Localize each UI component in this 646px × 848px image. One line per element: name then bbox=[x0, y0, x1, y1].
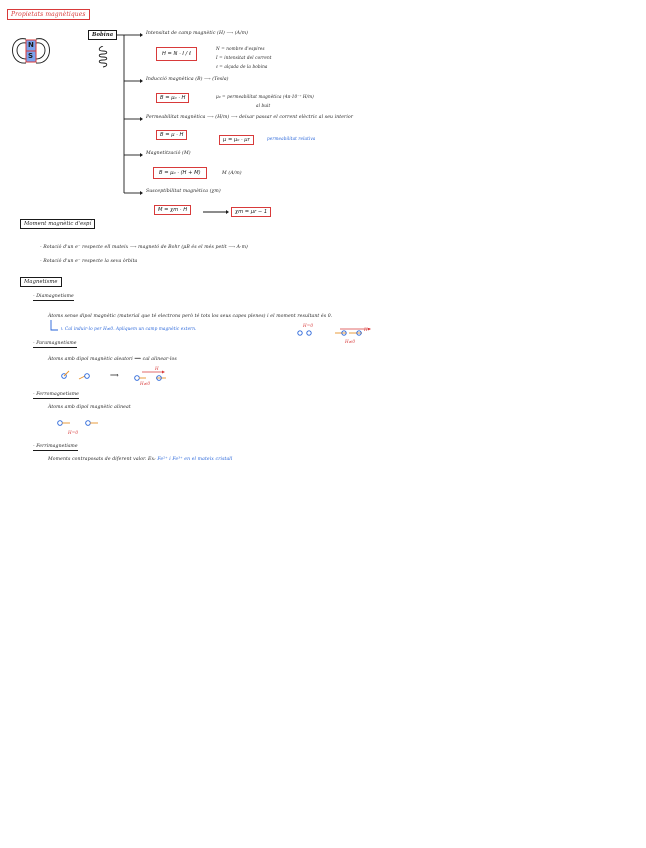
dia-blue-note: ↳ Cal induir-lo per H≠0. Apliquem un camp magnètic extern. bbox=[60, 326, 197, 331]
h-formula: H = N · I / ℓ bbox=[156, 47, 197, 61]
ferro-heading: - Ferromagnetisme bbox=[33, 392, 79, 397]
h-legend-n: N = nombre d'espires bbox=[216, 46, 265, 51]
dia-h0-label: H=0 bbox=[303, 323, 314, 328]
mur-formula: μ = μ₀ · μr bbox=[219, 135, 254, 145]
para-text: Àtoms amb dipol magnètic aleatori ⟹ cal alinear-los bbox=[48, 357, 177, 362]
ferri-example: Fe²⁺ i Fe³⁺ en el mateix cristall bbox=[157, 457, 233, 462]
b-formula: B = μ · H bbox=[156, 130, 187, 140]
bobina-label: Bobina bbox=[88, 30, 117, 40]
dia-h-label: H bbox=[364, 327, 368, 332]
m-units: M (A/m) bbox=[222, 171, 242, 176]
ferro-h0-label: H=0 bbox=[68, 430, 79, 435]
mu0-note-buit: al buit bbox=[256, 103, 271, 108]
intensitat-text: Intensitat de camp magnètic (H) ⟶ (A/m) bbox=[146, 31, 249, 36]
h-legend-l: ℓ = alçada de la bobina bbox=[216, 64, 268, 69]
dia-heading: - Diamagnetisme bbox=[33, 294, 74, 299]
bm-formula: B = μ₀ · (H + M) bbox=[153, 167, 207, 179]
susceptibilitat-text: Susceptibilitat magnètica (χm) bbox=[146, 189, 221, 194]
b0-formula: B = μ₀ · H bbox=[156, 93, 189, 103]
magnet-south-label: S bbox=[28, 52, 34, 60]
para-aligned-dipoles-icon bbox=[132, 370, 174, 382]
mu0-note: μ₀ = permeabilitat magnètica (4π·10⁻⁷ H/m) bbox=[216, 94, 314, 99]
chi-formula: χm = μr − 1 bbox=[231, 207, 271, 217]
para-h-label: H bbox=[155, 366, 159, 371]
m-formula: M = χm · H bbox=[154, 205, 191, 215]
dia-dipoles-icon bbox=[296, 328, 376, 338]
moment-line-1: - Rotació d'un e⁻ respecte ell mateix ⟶ magnetó de Bohr (μB és el més petit ⟶ A·m) bbox=[40, 245, 248, 250]
magnetitzacio-text: Magnetització (M) bbox=[146, 151, 191, 156]
page-title: Propietats magnètiques bbox=[7, 9, 90, 20]
ferri-text bbox=[48, 457, 232, 462]
dia-text: Àtoms sense dipol magnètic (material que té electrons però té tots los seus capes plenes) i el moment resultant és 0. bbox=[48, 314, 333, 319]
moment-heading: Moment magnètic d'espí bbox=[20, 219, 95, 229]
permeabilitat-text: Permeabilitat magnètica ⟶ (H/m) ⟶ deixar passar el corrent elèctric al seu interior bbox=[146, 115, 354, 120]
magnetisme-heading: Magnetisme bbox=[20, 277, 62, 287]
para-heading: - Paramagnetisme bbox=[33, 341, 77, 346]
ferri-heading: - Ferrimagnetisme bbox=[33, 444, 78, 449]
ferro-dipoles-icon bbox=[56, 418, 106, 428]
mur-note: permeabilitat relativa bbox=[267, 136, 316, 141]
dia-hne0-label: H≠0 bbox=[345, 339, 356, 344]
para-implies-arrow: ⟹ bbox=[110, 372, 119, 379]
moment-line-2: - Rotació d'un e⁻ respecte la seva òrbita bbox=[40, 259, 138, 264]
h-legend-i: I = intensitat del corrent bbox=[216, 55, 272, 60]
para-hne0-label: H≠0 bbox=[140, 381, 151, 386]
ferro-text: Àtoms amb dipol magnètic alineat bbox=[48, 405, 131, 410]
magnet-north-label: N bbox=[28, 41, 34, 49]
induccio-text: Inducció magnètica (B) ⟶ (Tesla) bbox=[146, 77, 229, 82]
para-random-dipoles-icon bbox=[58, 368, 98, 382]
ferri-description: Moments contraposats de diferent valor. Ex: bbox=[48, 457, 156, 462]
